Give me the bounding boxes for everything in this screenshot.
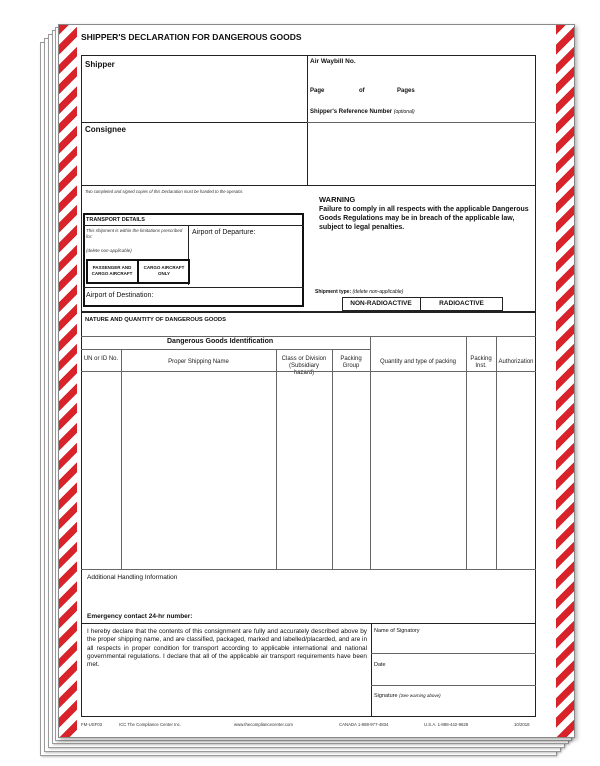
emergency-contact-label: Emergency contact 24-hr number: <box>87 613 193 620</box>
form-title: SHIPPER'S DECLARATION FOR DANGEROUS GOODS <box>81 32 302 42</box>
air-waybill-label: Air Waybill No. <box>310 58 356 65</box>
airport-of-departure-field[interactable] <box>192 239 300 279</box>
signatory-field[interactable] <box>374 637 532 651</box>
delete-note: (delete non-applicable) <box>86 248 132 253</box>
airport-of-destination-label: Airport of Destination: <box>86 292 154 299</box>
pages-label: Pages <box>397 88 415 94</box>
warning-heading: WARNING <box>319 195 356 204</box>
airport-of-departure-label: Airport of Departure: <box>192 229 256 236</box>
shipper-field[interactable] <box>85 71 305 119</box>
limitations-note: This shipment is within the limitations prescribed for: <box>86 228 183 239</box>
col-class-or-division: Class or Division (Subsidiary hazard) <box>281 356 327 376</box>
non-radioactive-option[interactable]: NON-RADIOACTIVE <box>350 300 412 307</box>
signature-label: Signature (See warning above) <box>374 693 441 699</box>
dg-identification-heading: Dangerous Goods Identification <box>167 338 274 345</box>
footer-form-number: FM-USF03 <box>81 722 103 727</box>
passenger-and-cargo-aircraft-option[interactable]: PASSENGER AND CARGO AIRCRAFT <box>91 265 133 276</box>
of-label: of <box>359 88 365 94</box>
declaration-text: I hereby declare that the contents of this consignment are fully and accurately described above by the proper shipping name, and are classified, packaged, marked and labelled/placarded, and are in all respects in proper condition for transport according to applicable international and national governmental regulations. I declare that all of the applicable air transport requirements have been met. <box>87 628 367 669</box>
col-proper-shipping-name: Proper Shipping Name <box>168 359 229 365</box>
signatory-label: Name of Signatory <box>374 628 420 634</box>
shipper-reference-label: Shipper's Reference Number (optional) <box>310 109 415 115</box>
radioactive-option[interactable]: RADIOACTIVE <box>439 300 484 307</box>
cargo-aircraft-only-option[interactable]: CARGO AIRCRAFT ONLY <box>143 265 185 276</box>
footer-date: 10/2018 <box>514 722 530 727</box>
col-un-number: UN or ID No. <box>83 356 119 362</box>
hazard-stripe-right <box>556 25 574 737</box>
copies-note: Two completed and signed copies of this Declaration must be handed to the operator. <box>85 189 244 194</box>
date-label: Date <box>374 662 386 668</box>
consignee-label: Consignee <box>85 125 126 134</box>
transport-details-heading: TRANSPORT DETAILS <box>86 217 145 223</box>
col-packing-inst: Packing Inst. <box>470 356 492 369</box>
shipper-label: Shipper <box>85 60 115 69</box>
footer-canada-phone: CANADA 1-888-977-4834 <box>339 722 389 727</box>
page-label: Page <box>310 88 325 94</box>
dangerous-goods-entries[interactable] <box>83 373 534 567</box>
declaration-form <box>58 24 575 738</box>
footer-company: ICC The Compliance Center Inc. <box>119 722 182 727</box>
additional-handling-label: Additional Handling Information <box>87 574 178 581</box>
col-packing-group: Packing Group <box>340 356 362 369</box>
footer-usa-phone: U.S.A. 1-888-442-9628 <box>424 722 469 727</box>
signature-field[interactable] <box>407 701 532 715</box>
consignee-field[interactable] <box>85 137 305 183</box>
nature-and-quantity-heading: NATURE AND QUANTITY OF DANGEROUS GOODS <box>85 317 226 323</box>
warning-text: Failure to comply in all respects with the applicable Dangerous Goods Regulations may be in breach of the applicable law, subject to legal penalties. <box>319 206 529 231</box>
col-quantity-and-type: Quantity and type of packing <box>379 359 457 365</box>
shipment-type-label: Shipment type: (delete non-applicable) <box>315 289 404 295</box>
col-authorization: Authorization <box>498 359 534 365</box>
date-field[interactable] <box>374 670 532 683</box>
hazard-stripe-left <box>59 25 77 737</box>
additional-handling-field[interactable] <box>87 583 527 609</box>
footer-website[interactable]: www.thecompliancecenter.com <box>234 722 293 727</box>
